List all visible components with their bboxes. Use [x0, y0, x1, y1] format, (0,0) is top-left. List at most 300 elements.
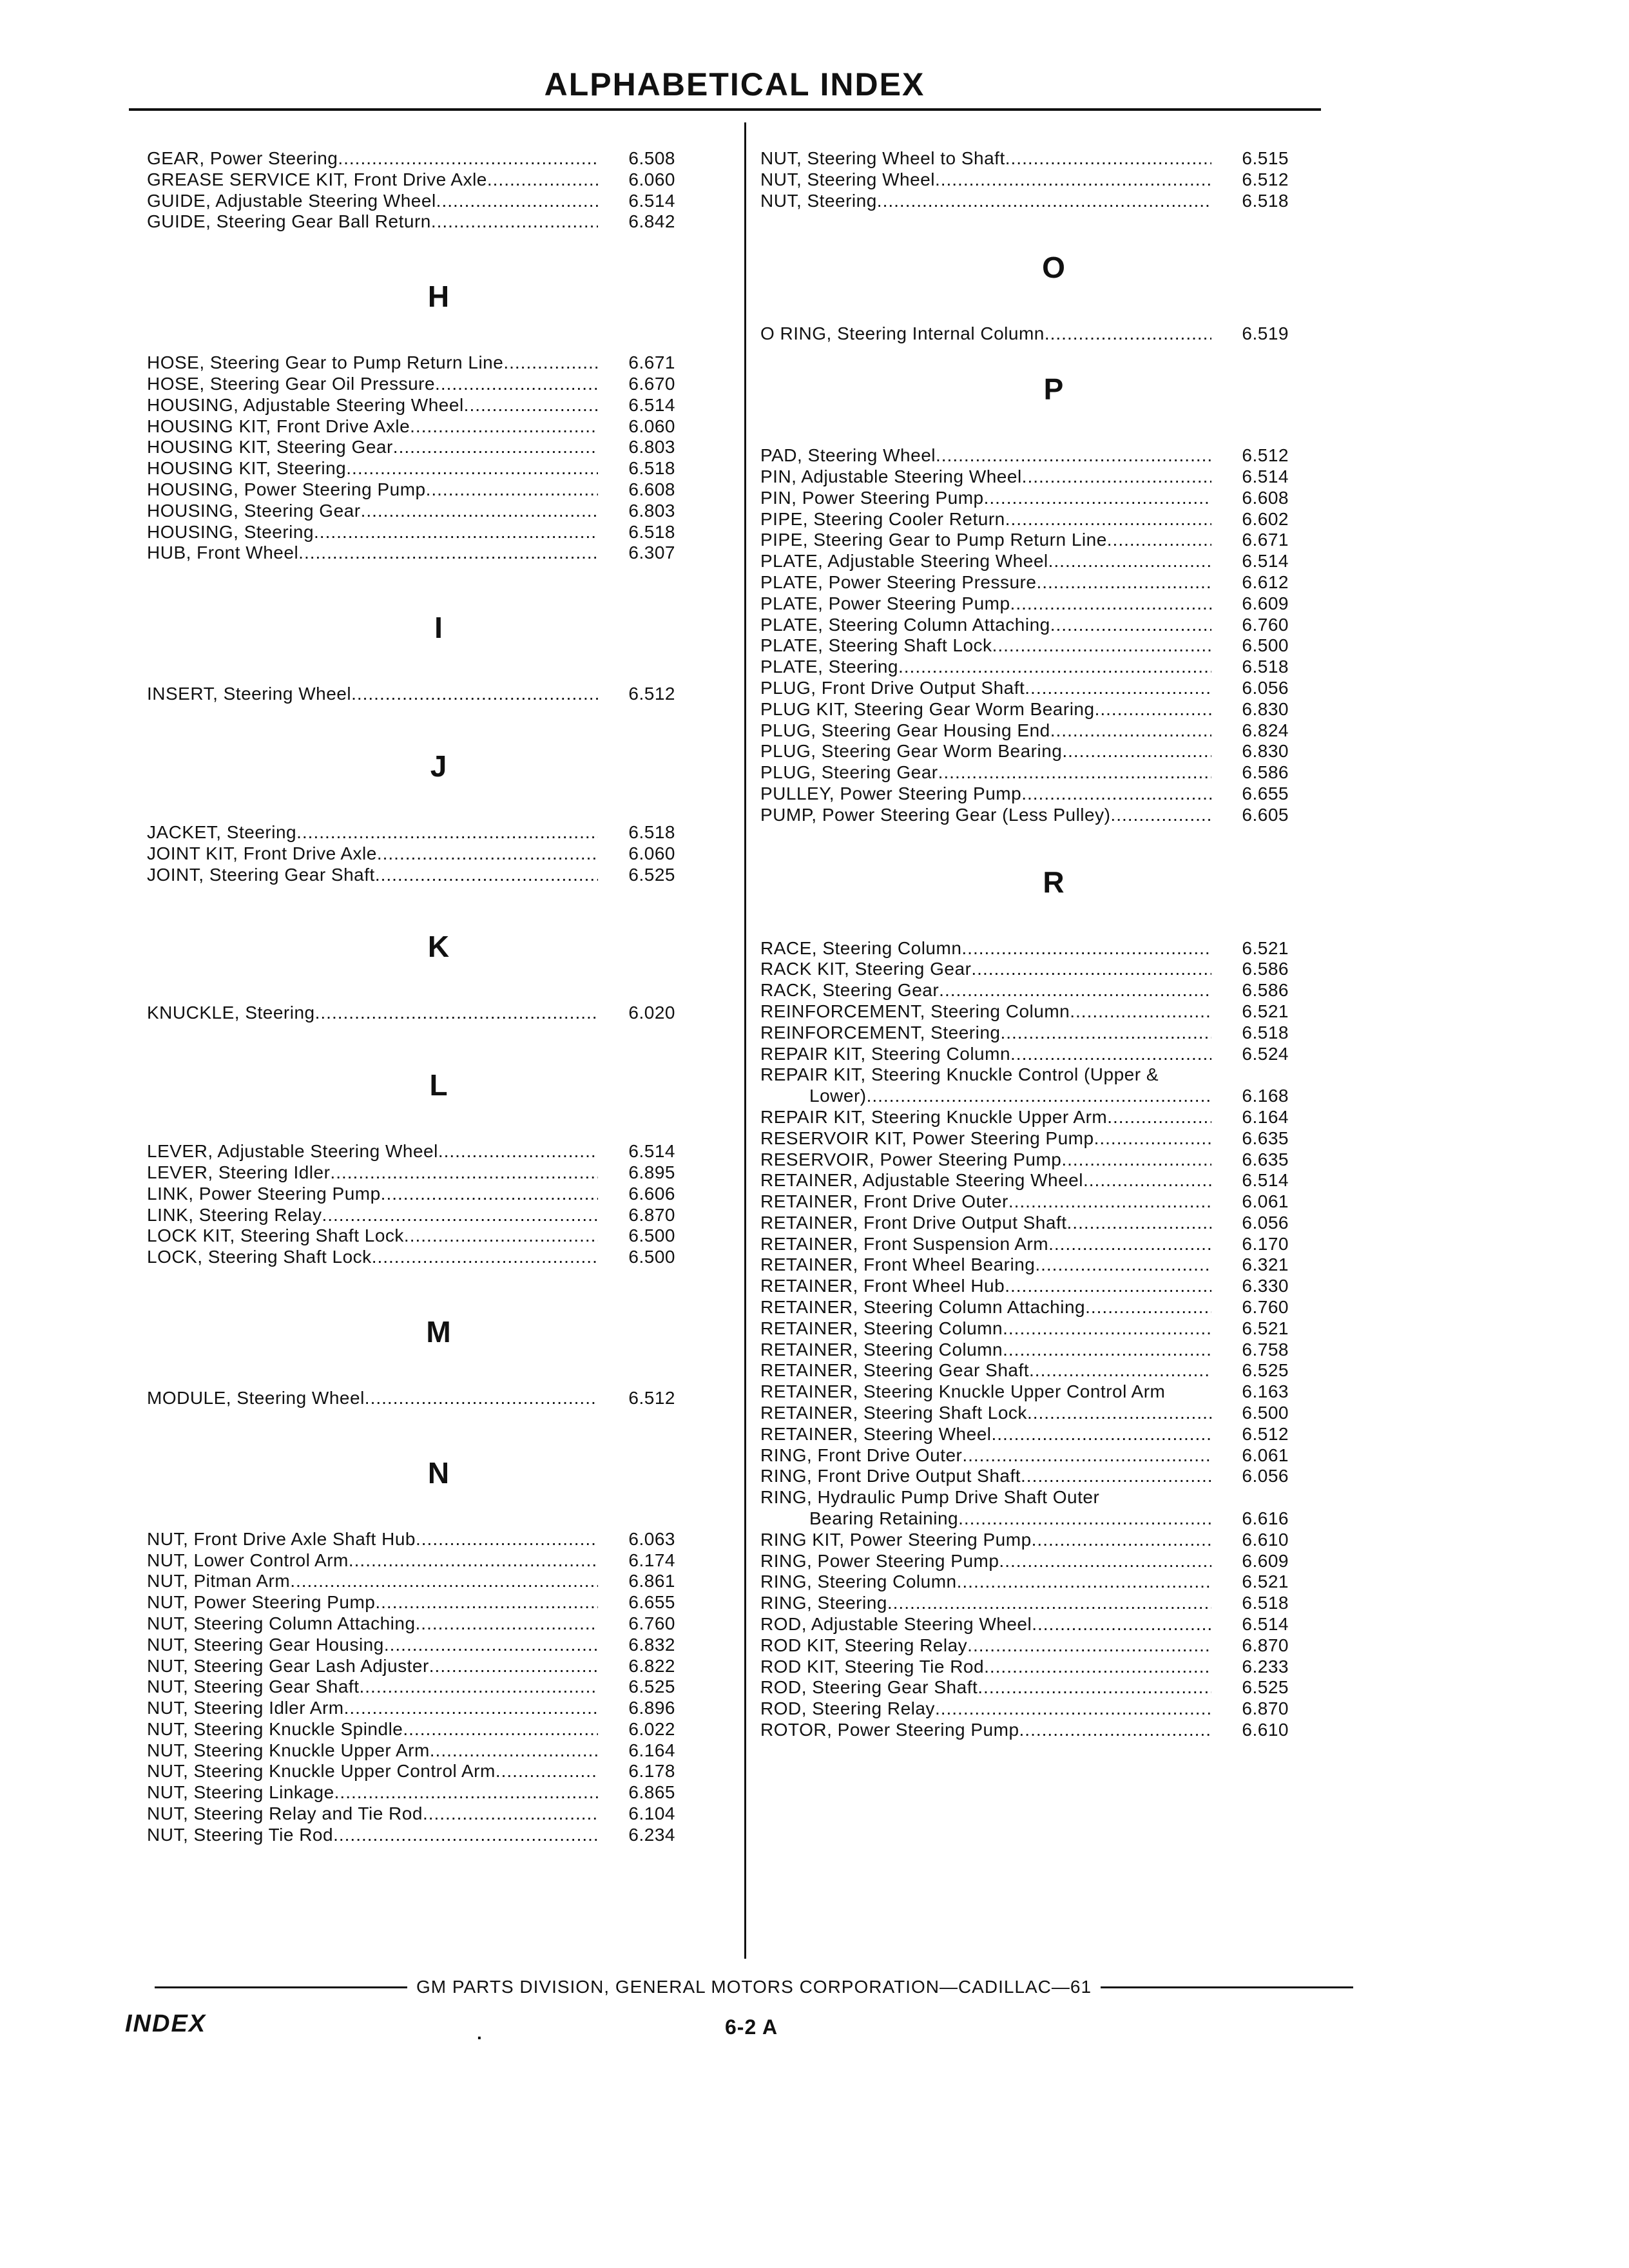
entry-page-number: 6.616 [1242, 1508, 1289, 1529]
entry-page-number: 6.521 [1242, 937, 1289, 958]
dot-leader [315, 1003, 598, 1024]
dot-leader [1008, 1191, 1211, 1213]
dot-leader [1070, 1001, 1211, 1023]
left-section [147, 148, 730, 233]
left-section [147, 1068, 730, 1268]
entry-description [760, 615, 1211, 636]
index-entry [147, 395, 730, 416]
entry-description [760, 1720, 1211, 1741]
index-entry [147, 1247, 730, 1268]
dot-leader [1005, 148, 1211, 169]
entry-text: ROD, Adjustable Steering Wheel [760, 1614, 1032, 1635]
index-entry [147, 543, 730, 564]
entry-row [147, 211, 730, 233]
entry-page-number: 6.104 [628, 1803, 675, 1824]
index-entry [760, 783, 1347, 805]
dot-leader [416, 1529, 598, 1550]
dot-leader [431, 211, 598, 233]
index-entry [760, 1276, 1347, 1297]
entry-page-number: 6.060 [628, 169, 675, 189]
entry-description [760, 1023, 1211, 1044]
entry-row [147, 1162, 730, 1184]
entry-text: RETAINER, Steering Gear Shaft [760, 1360, 1030, 1381]
entry-row [147, 822, 730, 843]
entry-description [760, 445, 1211, 466]
index-entry [760, 466, 1347, 488]
index-entry [760, 1720, 1347, 1741]
entry-row [760, 720, 1347, 742]
entry-description [147, 1571, 598, 1592]
index-entry [760, 1381, 1347, 1403]
index-entry [147, 1550, 730, 1571]
entry-description [147, 374, 598, 395]
entry-description [760, 1149, 1211, 1171]
entry-text: NUT, Steering Knuckle Upper Control Arm [147, 1761, 496, 1782]
entry-page-number: 6.061 [1242, 1445, 1289, 1465]
entry-row [760, 148, 1347, 169]
entry-description [760, 657, 1211, 678]
dot-leader [375, 1592, 598, 1613]
entry-row [760, 1234, 1347, 1255]
dot-leader [351, 684, 598, 705]
index-entry [760, 1107, 1347, 1128]
dot-leader [1067, 1213, 1211, 1234]
dot-leader [487, 169, 598, 191]
dot-leader [1003, 1318, 1211, 1340]
index-entry [760, 551, 1347, 572]
entry-page-number: 6.022 [628, 1718, 675, 1739]
entry-row [760, 1466, 1347, 1487]
dot-leader [992, 635, 1211, 657]
entry-page-number: 6.655 [628, 1592, 675, 1613]
dot-leader [334, 1782, 598, 1803]
entry-description [147, 822, 598, 843]
entry-description [760, 466, 1211, 488]
dot-leader [503, 352, 598, 374]
entry-page-number: 6.609 [1242, 593, 1289, 613]
dot-leader [1027, 1403, 1211, 1424]
entry-description [760, 741, 1211, 762]
entry-page-number: 6.519 [1242, 323, 1289, 344]
entry-page-number: 6.174 [628, 1550, 675, 1570]
dot-leader [1050, 720, 1211, 742]
dot-leader [349, 1550, 598, 1571]
index-entry [147, 1825, 730, 1846]
left-section [147, 1314, 730, 1409]
index-entry [760, 657, 1347, 678]
entry-row [760, 1508, 1347, 1530]
dot-leader [887, 1593, 1211, 1614]
entry-page-number: 6.865 [628, 1782, 675, 1803]
entry-row [760, 1614, 1347, 1635]
entry-text: ROD KIT, Steering Relay [760, 1635, 968, 1655]
entry-description [760, 1698, 1211, 1720]
section-letter: L [429, 1068, 448, 1102]
footer-index-label: INDEX [125, 2010, 207, 2037]
entry-row [147, 395, 730, 416]
entry-description [760, 1657, 1211, 1678]
entry-text: RING, Steering Column [760, 1571, 957, 1592]
index-entry [760, 615, 1347, 636]
index-entry [147, 169, 730, 191]
entry-page-number: 6.500 [628, 1225, 675, 1246]
entry-page-number: 6.803 [628, 437, 675, 457]
entry-row [147, 1656, 730, 1677]
entry-text: RETAINER, Steering Wheel [760, 1423, 992, 1444]
entry-text: NUT, Steering Relay and Tie Rod [147, 1803, 423, 1824]
dot-leader [992, 1424, 1212, 1445]
entry-page-number: 6.512 [1242, 1423, 1289, 1444]
index-entry [147, 822, 730, 843]
index-entry [760, 1657, 1347, 1678]
index-entry [760, 1487, 1347, 1530]
dot-leader [999, 1551, 1211, 1572]
entry-text: NUT, Steering Column Attaching [147, 1613, 416, 1633]
entry-page-number: 6.170 [1242, 1233, 1289, 1254]
entry-description [760, 1381, 1211, 1403]
entry-row [760, 1635, 1347, 1657]
entry-description [760, 1403, 1211, 1424]
entry-page-number: 6.508 [628, 148, 675, 168]
entry-page-number: 6.842 [628, 211, 675, 232]
entry-description [147, 1761, 598, 1782]
entry-row [147, 437, 730, 458]
entry-description [147, 1803, 598, 1825]
index-entry [760, 720, 1347, 742]
section-letter: K [427, 930, 450, 964]
entry-page-number: 6.518 [628, 521, 675, 542]
entry-description [147, 1635, 598, 1656]
entry-row [760, 635, 1347, 657]
dot-leader [1025, 678, 1211, 699]
entry-page-number: 6.330 [1242, 1276, 1289, 1296]
index-entry [760, 509, 1347, 530]
dot-leader [935, 1698, 1211, 1720]
entry-row [760, 1254, 1347, 1276]
entry-page-number: 6.518 [628, 822, 675, 842]
entry-row [760, 938, 1347, 959]
entry-row [147, 1550, 730, 1571]
entry-page-number: 6.056 [1242, 1212, 1289, 1233]
dot-leader [1110, 805, 1211, 826]
entry-page-number: 6.635 [1242, 1149, 1289, 1169]
dot-leader [322, 1205, 598, 1226]
index-entry [147, 437, 730, 458]
entry-text: PLATE, Adjustable Steering Wheel [760, 551, 1048, 572]
entry-row [760, 1445, 1347, 1466]
entry-text: GUIDE, Adjustable Steering Wheel [147, 190, 436, 211]
entry-description [760, 1276, 1211, 1297]
entry-description [760, 1530, 1211, 1551]
entry-description [760, 323, 1211, 345]
dot-leader [1021, 783, 1211, 805]
entry-description [147, 395, 598, 416]
dot-leader [1083, 1170, 1211, 1191]
entry-row [760, 1191, 1347, 1213]
entry-description [147, 1550, 598, 1571]
dot-leader [346, 458, 598, 479]
entry-page-number: 6.525 [1242, 1677, 1289, 1698]
left-section [147, 749, 730, 885]
index-entry [760, 1677, 1347, 1698]
entry-row [760, 1381, 1347, 1403]
dot-leader [384, 1635, 598, 1656]
entry-description [760, 805, 1211, 826]
index-entry [760, 1403, 1347, 1424]
dot-leader [1048, 1234, 1211, 1255]
entry-page-number: 6.586 [1242, 762, 1289, 783]
entry-text: RING, Power Steering Pump [760, 1550, 999, 1571]
index-entry [147, 1141, 730, 1162]
entry-page-number: 6.164 [1242, 1106, 1289, 1127]
entry-page-number: 6.612 [1242, 572, 1289, 592]
entry-description [760, 1571, 1211, 1593]
dot-leader [410, 416, 598, 437]
entry-description [147, 169, 598, 191]
dot-leader [971, 959, 1211, 980]
entry-page-number: 6.060 [628, 843, 675, 863]
entry-text: NUT, Steering Gear Lash Adjuster [147, 1655, 429, 1676]
index-entry [760, 1360, 1347, 1381]
entry-text: NUT, Steering Knuckle Upper Arm [147, 1740, 430, 1760]
index-entry [760, 1191, 1347, 1213]
entry-row [760, 1571, 1347, 1593]
entry-text: INSERT, Steering Wheel [147, 684, 352, 704]
dot-leader [496, 1761, 598, 1782]
entry-text: RETAINER, Front Wheel Bearing [760, 1254, 1036, 1275]
index-entry [147, 1388, 730, 1409]
dot-leader [936, 445, 1211, 466]
entry-description [147, 1529, 598, 1550]
index-entry [147, 1529, 730, 1550]
dot-leader [1095, 699, 1211, 720]
footer-division-text: GM PARTS DIVISION, GENERAL MOTORS CORPORATION—CADILLAC—61 [416, 1977, 1092, 1997]
index-entry [760, 1614, 1347, 1635]
section-letter: H [427, 280, 450, 314]
right-section [760, 865, 1347, 1741]
index-entry [147, 1205, 730, 1226]
entry-description [147, 501, 598, 522]
entry-text: NUT, Steering Wheel to Shaft [760, 148, 1005, 168]
entry-text: PLUG, Steering Gear [760, 762, 938, 783]
entry-page-number: 6.521 [1242, 1001, 1289, 1021]
footer-rule-left [155, 1986, 407, 1988]
index-entry [760, 1593, 1347, 1614]
dot-leader [935, 169, 1211, 191]
entry-text: HOUSING KIT, Steering [147, 458, 347, 479]
entry-text: RETAINER, Front Drive Outer [760, 1191, 1008, 1212]
index-entry [760, 1044, 1347, 1065]
entry-text: ROD, Steering Relay [760, 1698, 935, 1719]
dot-leader [1050, 615, 1211, 636]
entry-row [760, 762, 1347, 783]
entry-page-number: 6.321 [1242, 1254, 1289, 1275]
entry-page-number: 6.518 [1242, 190, 1289, 211]
entry-text: HUB, Front Wheel [147, 543, 299, 563]
entry-page-number: 6.832 [628, 1634, 675, 1655]
entry-text: NUT, Pitman Arm [147, 1571, 291, 1591]
entry-page-number: 6.830 [1242, 698, 1289, 719]
entry-row [760, 509, 1347, 530]
entry-page-number: 6.514 [628, 1141, 675, 1162]
entry-row [147, 1225, 730, 1247]
dot-leader [939, 980, 1211, 1001]
left-column [147, 148, 730, 1846]
index-entry [147, 1698, 730, 1719]
entry-row [760, 1149, 1347, 1171]
entry-page-number: 6.061 [1242, 1191, 1289, 1212]
entry-row [147, 169, 730, 191]
dot-leader [961, 938, 1211, 959]
entry-row [760, 593, 1347, 615]
dot-leader [372, 1247, 598, 1268]
entry-row [147, 1003, 730, 1024]
index-entry [760, 938, 1347, 959]
entry-text: PIPE, Steering Gear to Pump Return Line [760, 530, 1107, 550]
entry-row [760, 959, 1347, 980]
entry-row [760, 699, 1347, 720]
entry-text: PLATE, Power Steering Pressure [760, 572, 1037, 592]
entry-text: RETAINER, Steering Knuckle Upper Control Arm [760, 1381, 1166, 1402]
entry-text: RETAINER, Steering Column [760, 1318, 1003, 1338]
index-entry [760, 191, 1347, 212]
entry-text: PUMP, Power Steering Gear (Less Pulley) [760, 804, 1111, 825]
entry-row [760, 1297, 1347, 1318]
dot-leader [967, 1635, 1211, 1657]
entry-row [760, 551, 1347, 572]
dot-leader [375, 865, 598, 886]
index-entry [147, 352, 730, 374]
entry-text: RESERVOIR, Power Steering Pump [760, 1149, 1062, 1169]
entry-description [760, 1044, 1211, 1065]
entry-description [760, 1107, 1211, 1128]
entry-text: ROD KIT, Steering Tie Rod [760, 1656, 985, 1677]
entry-text: HOUSING KIT, Steering Gear [147, 437, 393, 457]
entry-row [760, 1360, 1347, 1381]
dot-leader [290, 1571, 598, 1592]
entry-description [760, 1297, 1211, 1318]
entry-page-number: 6.861 [628, 1571, 675, 1591]
dot-leader [962, 1445, 1211, 1466]
dot-leader [1029, 1360, 1211, 1381]
entry-page-number: 6.307 [628, 543, 675, 563]
entry-text: REINFORCEMENT, Steering Column [760, 1001, 1070, 1021]
index-entry [147, 684, 730, 705]
entry-row [760, 1107, 1347, 1128]
entry-description [147, 437, 598, 458]
entry-description [760, 1234, 1211, 1255]
entry-description [760, 1170, 1211, 1191]
entry-description [760, 1551, 1211, 1572]
index-entry [760, 699, 1347, 720]
entry-description [147, 416, 598, 437]
entry-description [760, 1593, 1211, 1614]
index-entry [147, 522, 730, 543]
footer-rule-right [1101, 1986, 1353, 1988]
index-entry [147, 1803, 730, 1825]
index-entry [760, 1213, 1347, 1234]
entry-description [147, 1592, 598, 1613]
entry-row [760, 1086, 1347, 1107]
entry-row [760, 169, 1347, 191]
entry-page-number: 6.518 [1242, 1593, 1289, 1613]
dot-leader [403, 1719, 598, 1740]
entry-description [760, 1466, 1211, 1487]
entry-row [760, 1001, 1347, 1023]
entry-row [147, 1719, 730, 1740]
index-entry [147, 1592, 730, 1613]
dot-leader [877, 191, 1211, 212]
entry-page-number: 6.515 [1242, 148, 1289, 168]
entry-text: REPAIR KIT, Steering Column [760, 1043, 1011, 1064]
entry-row [760, 1170, 1347, 1191]
entry-text: PULLEY, Power Steering Pump [760, 783, 1022, 803]
entry-row [760, 980, 1347, 1001]
entry-page-number: 6.514 [628, 394, 675, 415]
entry-row [760, 1318, 1347, 1340]
entry-row [147, 479, 730, 501]
section-letter: J [430, 749, 447, 783]
entry-description [760, 1677, 1211, 1698]
entry-page-number: 6.500 [1242, 1403, 1289, 1423]
right-column [760, 148, 1347, 1741]
entry-page-number: 6.512 [628, 684, 675, 704]
entry-description [760, 1360, 1211, 1381]
dot-leader [1032, 1614, 1211, 1635]
footer-division-line [155, 1977, 1353, 1997]
entry-row [147, 1761, 730, 1782]
entry-page-number: 6.514 [1242, 551, 1289, 572]
index-entry [760, 530, 1347, 551]
entry-row [147, 416, 730, 437]
index-entry [760, 148, 1347, 169]
section-letter: P [1043, 372, 1064, 407]
section-letter: I [434, 611, 443, 645]
index-entry [760, 323, 1347, 345]
dot-leader [1036, 572, 1211, 593]
entry-description [760, 699, 1211, 720]
right-section [760, 148, 1347, 211]
index-entry [760, 1170, 1347, 1191]
dot-leader [330, 1162, 598, 1184]
entry-text: LOCK KIT, Steering Shaft Lock [147, 1225, 404, 1246]
dot-leader [426, 479, 598, 501]
entry-text: NUT, Front Drive Axle Shaft Hub [147, 1528, 416, 1549]
entry-page-number: 6.164 [628, 1740, 675, 1760]
entry-page-number: 6.518 [628, 458, 675, 479]
entry-text: RETAINER, Steering Column Attaching [760, 1297, 1086, 1318]
dot-leader [1021, 1466, 1211, 1487]
dot-leader [1005, 1276, 1211, 1297]
index-entry [147, 1613, 730, 1635]
dot-leader [898, 657, 1211, 678]
entry-description [760, 678, 1211, 699]
entry-page-number: 6.234 [628, 1824, 675, 1845]
entry-description [147, 1782, 598, 1803]
index-entry [760, 1571, 1347, 1593]
entry-description [760, 1635, 1211, 1657]
entry-text: PLATE, Steering [760, 657, 898, 677]
entry-description [147, 865, 598, 886]
entry-text: PLATE, Steering Shaft Lock [760, 635, 992, 656]
entry-page-number: 6.655 [1242, 783, 1289, 803]
index-entry [760, 1128, 1347, 1149]
entry-description [760, 1508, 1211, 1530]
entry-page-number: 6.163 [1242, 1381, 1289, 1402]
entry-description [760, 1254, 1211, 1276]
entry-description [760, 530, 1211, 551]
entry-page-number: 6.500 [628, 1247, 675, 1267]
